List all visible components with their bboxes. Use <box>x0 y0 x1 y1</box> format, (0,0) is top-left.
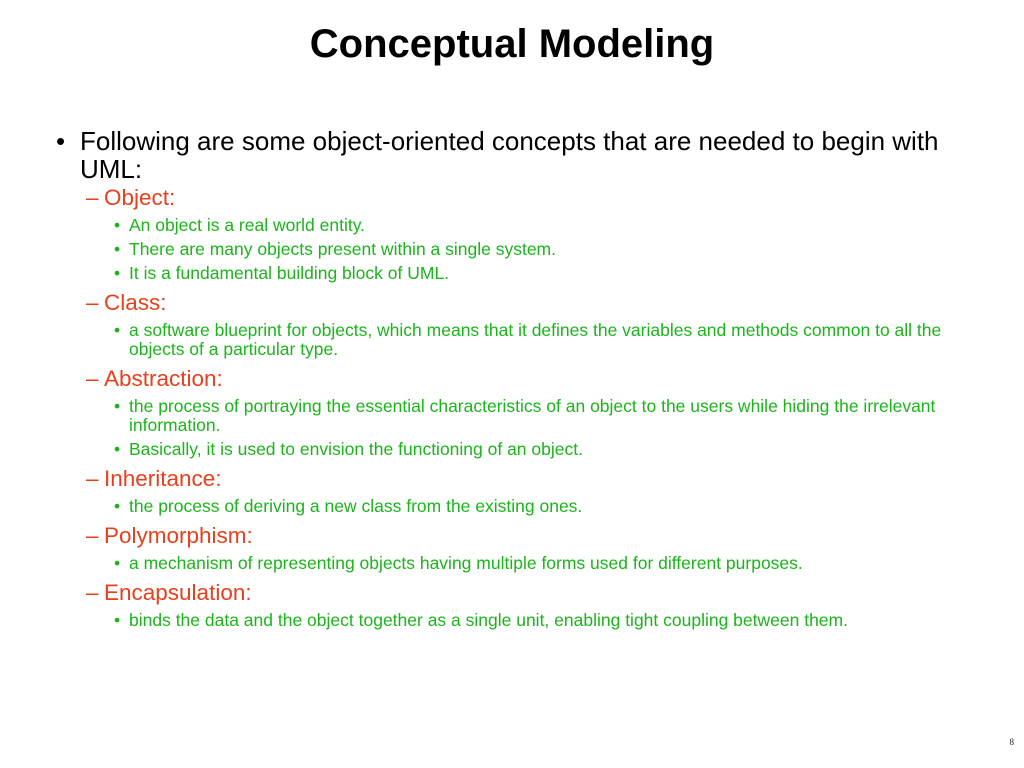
concept-class <box>86 288 986 359</box>
concept-point-text: An object is a real world entity. <box>129 215 366 235</box>
concept-point-text: the process of portraying the essential characteristics of an object to the users while hiding the irrelevant information. <box>129 396 936 435</box>
bullet-icon: • <box>114 215 121 235</box>
concept-heading-text: Object: <box>104 185 176 210</box>
bullet-icon: • <box>114 439 121 459</box>
concept-heading-text: Inheritance: <box>104 466 222 491</box>
intro-text: Following are some object-oriented concepts that are needed to begin with UML: <box>80 126 939 184</box>
intro-bullet <box>56 127 980 183</box>
concept-point-text: There are many objects present within a single system. <box>129 239 556 259</box>
concept-heading-text: Class: <box>104 290 167 315</box>
concept-inheritance <box>86 464 986 516</box>
bullet-icon: • <box>56 126 66 156</box>
concept-heading <box>86 364 986 393</box>
concept-heading-text: Polymorphism: <box>104 523 253 548</box>
concept-point <box>114 554 974 573</box>
bullet-icon: • <box>114 263 121 283</box>
page-number: 8 <box>1009 737 1014 747</box>
concept-point <box>114 440 974 459</box>
concept-abstraction <box>86 364 986 459</box>
slide-body <box>56 127 986 635</box>
concept-point <box>114 397 974 435</box>
dash-icon: – <box>86 466 99 491</box>
concept-heading <box>86 578 986 607</box>
dash-icon: – <box>86 580 99 605</box>
concept-heading <box>86 521 986 550</box>
concept-heading <box>86 288 986 317</box>
concept-list <box>86 183 986 630</box>
concept-heading <box>86 464 986 493</box>
concept-point-text: the process of deriving a new class from the existing ones. <box>129 496 583 516</box>
dash-icon: – <box>86 185 99 210</box>
concept-point-text: It is a fundamental building block of UML. <box>129 263 450 283</box>
bullet-icon: • <box>114 239 121 259</box>
concept-point <box>114 240 974 259</box>
concept-heading-text: Abstraction: <box>104 366 223 391</box>
concept-point-text: Basically, it is used to envision the functioning of an object. <box>129 439 583 459</box>
dash-icon: – <box>86 523 99 548</box>
concept-heading-text: Encapsulation: <box>104 580 252 605</box>
bullet-icon: • <box>114 320 121 340</box>
bullet-icon: • <box>114 396 121 416</box>
concept-point-text: binds the data and the object together as a single unit, enabling tight coupling between them. <box>129 610 848 630</box>
slide-title: Conceptual Modeling <box>309 22 715 66</box>
concept-point <box>114 321 974 359</box>
concept-point <box>114 264 974 283</box>
concept-object <box>86 183 986 283</box>
dash-icon: – <box>86 366 99 391</box>
bullet-icon: • <box>114 610 121 630</box>
concept-polymorphism <box>86 521 986 573</box>
concept-point <box>114 611 974 630</box>
concept-point-text: a mechanism of representing objects having multiple forms used for different purposes. <box>129 553 803 573</box>
concept-point-text: a software blueprint for objects, which means that it defines the variables and methods common to all the objects of a particular type. <box>129 320 942 359</box>
concept-point <box>114 216 974 235</box>
dash-icon: – <box>86 290 99 315</box>
bullet-icon: • <box>114 496 121 516</box>
bullet-icon: • <box>114 553 121 573</box>
concept-heading <box>86 183 986 212</box>
concept-point <box>114 497 974 516</box>
concept-encapsulation <box>86 578 986 630</box>
